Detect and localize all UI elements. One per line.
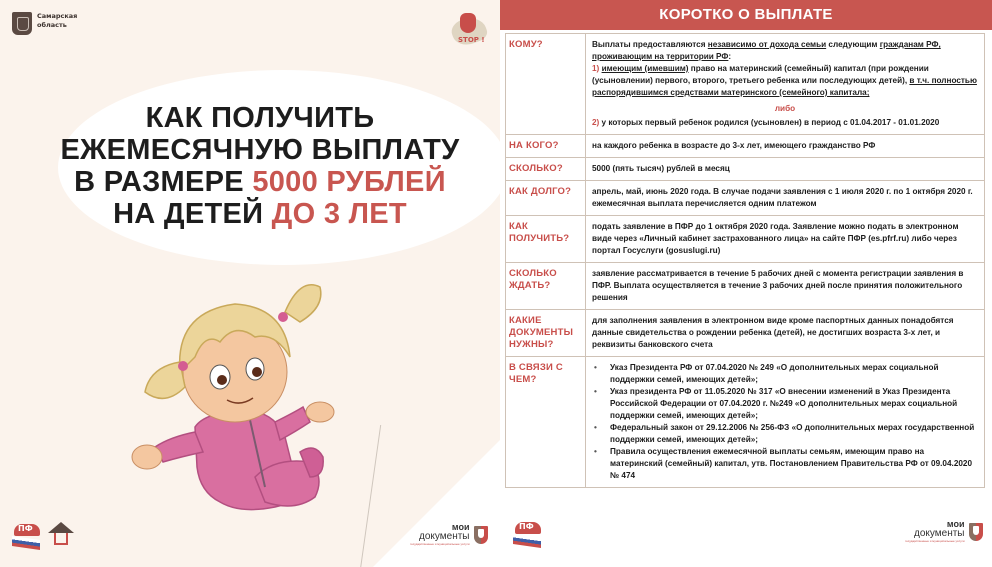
answer-cell: апрель, май, июнь 2020 года. В случае подачи заявления с 1 июля 2020 г. по 1 октября 2020 г. ежемесячная выплата перечисляется одним платежом: [586, 181, 985, 216]
table-row: [506, 216, 985, 263]
table-row: [506, 181, 985, 216]
list-item: • Указ президента РФ от 11.05.2020 № 317 «О внесении изменений в Указ Президента Российской Федерации от 07.04.2020 г. №249 «О дополнительных мерах социальной поддержки семей, имеющих детей»;: [592, 386, 978, 422]
region-name: Самарская область: [37, 12, 78, 29]
answer-cell: подать заявление в ПФР до 1 октября 2020 года. Заявление можно подать в электронном виде через «Личный кабинет застрахованного лица» на сайте ПФР (es.pfrf.ru) либо через портал Госуслуги (gosuslugi.ru): [586, 216, 985, 263]
or-separator: либо: [774, 104, 796, 113]
mfc-house-logo-icon: [48, 522, 74, 548]
table-row: [506, 263, 985, 310]
answer-cell: заявление рассматривается в течение 5 рабочих дней с момента регистрации заявления в ПФР. Выплата осуществляется в течение 3 рабочих дней после принятия положительного решения: [586, 263, 985, 310]
headline-line-4: НА ДЕТЕЙ ДО 3 ЛЕТ: [113, 198, 407, 230]
table-row: [506, 34, 985, 135]
answer-cell: 5000 (пять тысяч) рублей в месяц: [586, 158, 985, 181]
page-fold-corner: [370, 430, 500, 567]
stop-label: STOP !: [458, 36, 485, 44]
coat-of-arms-icon: [12, 12, 32, 35]
payment-info-table: [505, 33, 985, 488]
table-row: [506, 357, 985, 488]
legal-basis-list: [592, 362, 978, 482]
question-label: КОМУ?: [506, 34, 586, 135]
list-item: • Правила осуществления ежемесячной выплаты семьям, имеющим право на материнский (семейный) капитал, утв. Постановлением Правительства РФ от 09.04.2020 № 474: [592, 446, 978, 482]
question-label: НА КОГО?: [506, 135, 586, 158]
amount-accent: 5000 РУБЛЕЙ: [252, 166, 446, 198]
right-info-panel: [500, 0, 992, 567]
question-label: КАК ДОЛГО?: [506, 181, 586, 216]
list-item: • Указ Президента РФ от 07.04.2020 № 249 «О дополнительных мерах социальной поддержки семей, имеющих детей»;: [592, 362, 978, 386]
pfr-logo-icon: [513, 522, 543, 548]
headline-line-3: В РАЗМЕРЕ 5000 РУБЛЕЙ: [74, 166, 446, 198]
headline-line-1: КАК ПОЛУЧИТЬ: [145, 102, 375, 134]
question-label: СКОЛЬКО?: [506, 158, 586, 181]
answer-cell: на каждого ребенка в возрасте до 3-х лет, имеющего гражданство РФ: [586, 135, 985, 158]
my-documents-shield-icon: [474, 526, 488, 544]
answer-cell: Выплаты предоставляются независимо от дохода семьи следующим гражданам РФ, проживающим на территории РФ: 1) имеющим (имевшим) право на материнский (семейный) капитал (при рождении (усыновлении) первого, второго, третьего ребенка или последующих детей), в т.ч. полностью распорядившимся средствами материнского (семейного) капитала; либо 2) у которых первый ребенок родился (усыновлен) в период с 01.04.2017 - 01.01.2020: [586, 34, 985, 135]
region-branding: [12, 12, 77, 35]
answer-cell: [586, 357, 985, 488]
my-documents-shield-icon: [969, 523, 983, 541]
table-row: [506, 310, 985, 357]
question-label: КАК ПОЛУЧИТЬ?: [506, 216, 586, 263]
answer-cell: для заполнения заявления в электронном виде кроме паспортных данных понадобятся данные свидетельства о рождении ребенка (детей), не достигших возраста 3-х лет, и реквизиты банковского счета: [586, 310, 985, 357]
headline: [60, 102, 460, 230]
age-accent: ДО 3 ЛЕТ: [271, 198, 407, 230]
question-label: СКОЛЬКО ЖДАТЬ?: [506, 263, 586, 310]
banner-title: КОРОТКО О ВЫПЛАТЕ: [500, 0, 992, 30]
my-documents-logo: мои документы государственные и муниципальные услуги: [905, 520, 983, 543]
question-label: В СВЯЗИ С ЧЕМ?: [506, 357, 586, 488]
stop-hand-logo-icon: [448, 12, 488, 48]
pfr-logo-icon: [12, 524, 42, 550]
table-row: [506, 158, 985, 181]
question-label: КАКИЕ ДОКУМЕНТЫ НУЖНЫ?: [506, 310, 586, 357]
table-row: [506, 135, 985, 158]
headline-line-2: ЕЖЕМЕСЯЧНУЮ ВЫПЛАТУ: [60, 134, 460, 166]
baby-girl-illustration-icon: [125, 262, 355, 522]
list-item: • Федеральный закон от 29.12.2006 № 256-ФЗ «О дополнительных мерах государственной поддержки семей, имеющих детей»;: [592, 422, 978, 446]
my-documents-logo: мои документы государственные и муниципальные услуги: [410, 523, 488, 546]
